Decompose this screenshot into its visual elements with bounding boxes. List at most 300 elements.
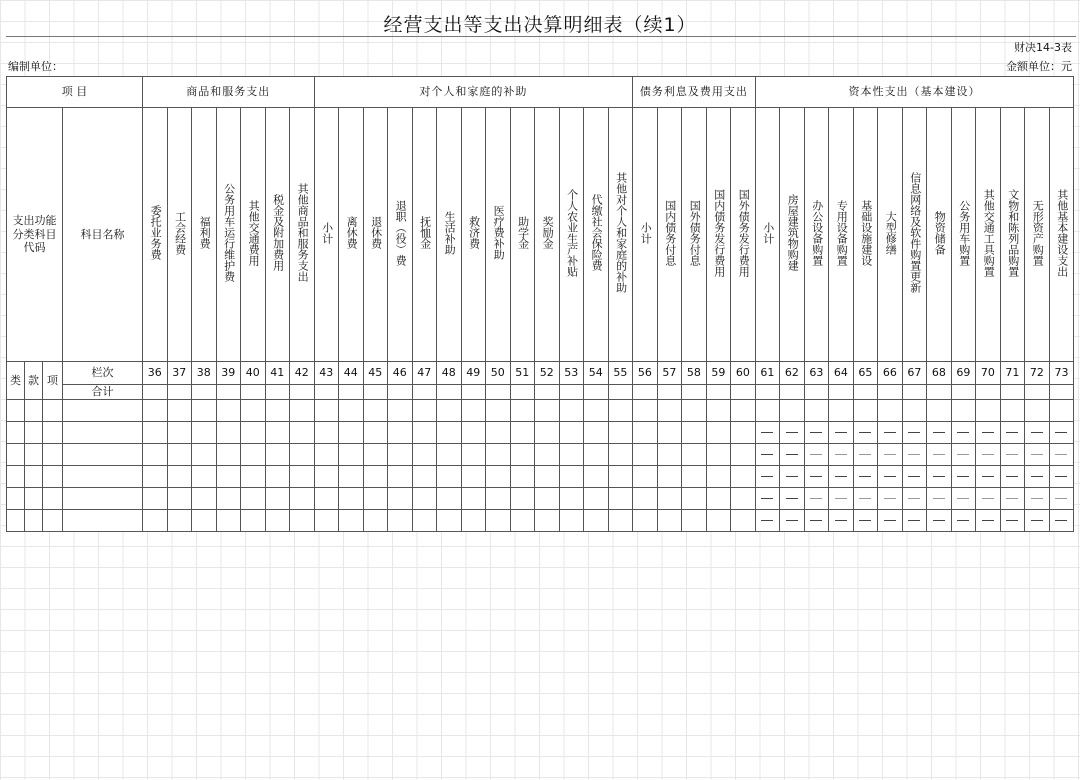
value-cell[interactable] — [608, 466, 633, 488]
value-cell[interactable] — [314, 422, 339, 444]
total-cell[interactable] — [633, 385, 658, 400]
value-cell[interactable] — [902, 422, 927, 444]
value-cell[interactable] — [780, 444, 805, 466]
value-cell[interactable] — [706, 400, 731, 422]
value-cell[interactable] — [1049, 444, 1074, 466]
value-cell[interactable] — [976, 510, 1001, 532]
value-cell[interactable] — [804, 510, 829, 532]
row-label-cell[interactable] — [7, 422, 25, 444]
value-cell[interactable] — [192, 422, 217, 444]
value-cell[interactable] — [535, 466, 560, 488]
value-cell[interactable] — [584, 510, 609, 532]
value-cell[interactable] — [853, 400, 878, 422]
value-cell[interactable] — [608, 444, 633, 466]
total-cell[interactable] — [216, 385, 241, 400]
value-cell[interactable] — [437, 466, 462, 488]
value-cell[interactable] — [167, 400, 192, 422]
value-cell[interactable] — [706, 466, 731, 488]
row-label-cell[interactable] — [7, 400, 25, 422]
value-cell[interactable] — [535, 510, 560, 532]
total-cell[interactable] — [265, 385, 290, 400]
value-cell[interactable] — [878, 422, 903, 444]
value-cell[interactable] — [535, 422, 560, 444]
row-label-cell[interactable] — [63, 444, 143, 466]
value-cell[interactable] — [241, 510, 266, 532]
value-cell[interactable] — [167, 510, 192, 532]
value-cell[interactable] — [535, 444, 560, 466]
total-cell[interactable] — [388, 385, 413, 400]
value-cell[interactable] — [1025, 488, 1050, 510]
total-cell[interactable] — [853, 385, 878, 400]
value-cell[interactable] — [167, 422, 192, 444]
row-label-cell[interactable] — [7, 488, 25, 510]
value-cell[interactable] — [1000, 488, 1025, 510]
value-cell[interactable] — [339, 422, 364, 444]
value-cell[interactable] — [633, 444, 658, 466]
value-cell[interactable] — [290, 400, 315, 422]
total-cell[interactable] — [167, 385, 192, 400]
value-cell[interactable] — [1000, 444, 1025, 466]
row-label-cell[interactable] — [63, 400, 143, 422]
value-cell[interactable] — [559, 510, 584, 532]
row-label-cell[interactable] — [63, 488, 143, 510]
value-cell[interactable] — [976, 422, 1001, 444]
value-cell[interactable] — [339, 510, 364, 532]
value-cell[interactable] — [290, 444, 315, 466]
value-cell[interactable] — [829, 444, 854, 466]
value-cell[interactable] — [1025, 444, 1050, 466]
value-cell[interactable] — [780, 400, 805, 422]
value-cell[interactable] — [363, 510, 388, 532]
value-cell[interactable] — [486, 510, 511, 532]
value-cell[interactable] — [241, 488, 266, 510]
value-cell[interactable] — [461, 488, 486, 510]
value-cell[interactable] — [878, 488, 903, 510]
row-label-cell[interactable] — [63, 422, 143, 444]
total-cell[interactable] — [314, 385, 339, 400]
total-cell[interactable] — [510, 385, 535, 400]
value-cell[interactable] — [902, 488, 927, 510]
value-cell[interactable] — [731, 466, 756, 488]
value-cell[interactable] — [902, 444, 927, 466]
value-cell[interactable] — [951, 488, 976, 510]
value-cell[interactable] — [682, 422, 707, 444]
value-cell[interactable] — [437, 510, 462, 532]
value-cell[interactable] — [486, 422, 511, 444]
value-cell[interactable] — [1025, 400, 1050, 422]
value-cell[interactable] — [314, 400, 339, 422]
value-cell[interactable] — [584, 422, 609, 444]
value-cell[interactable] — [535, 488, 560, 510]
value-cell[interactable] — [559, 488, 584, 510]
value-cell[interactable] — [241, 400, 266, 422]
total-cell[interactable] — [559, 385, 584, 400]
value-cell[interactable] — [633, 422, 658, 444]
value-cell[interactable] — [192, 488, 217, 510]
value-cell[interactable] — [902, 466, 927, 488]
value-cell[interactable] — [486, 466, 511, 488]
total-cell[interactable] — [706, 385, 731, 400]
value-cell[interactable] — [608, 488, 633, 510]
total-cell[interactable] — [1000, 385, 1025, 400]
value-cell[interactable] — [927, 466, 952, 488]
total-cell[interactable] — [829, 385, 854, 400]
value-cell[interactable] — [167, 444, 192, 466]
value-cell[interactable] — [780, 466, 805, 488]
value-cell[interactable] — [853, 466, 878, 488]
total-cell[interactable] — [927, 385, 952, 400]
value-cell[interactable] — [657, 400, 682, 422]
value-cell[interactable] — [1025, 422, 1050, 444]
value-cell[interactable] — [1049, 400, 1074, 422]
value-cell[interactable] — [363, 400, 388, 422]
total-cell[interactable] — [1049, 385, 1074, 400]
dash-mark — [835, 432, 847, 433]
value-cell[interactable] — [706, 422, 731, 444]
value-cell[interactable] — [706, 444, 731, 466]
value-cell[interactable] — [510, 444, 535, 466]
value-cell[interactable] — [314, 488, 339, 510]
value-cell[interactable] — [976, 488, 1001, 510]
value-cell[interactable] — [290, 510, 315, 532]
value-cell[interactable] — [682, 466, 707, 488]
value-cell[interactable] — [755, 400, 780, 422]
value-cell[interactable] — [902, 510, 927, 532]
row-label-cell[interactable] — [43, 510, 63, 532]
row-label-cell[interactable] — [63, 510, 143, 532]
value-cell[interactable] — [951, 444, 976, 466]
value-cell[interactable] — [829, 466, 854, 488]
value-cell[interactable] — [657, 466, 682, 488]
row-label-cell[interactable] — [43, 466, 63, 488]
row-label-cell[interactable] — [25, 466, 43, 488]
row-label-cell[interactable] — [25, 488, 43, 510]
value-cell[interactable] — [192, 510, 217, 532]
column-number-cell: 37 — [167, 362, 192, 385]
row-label-cell[interactable] — [43, 488, 63, 510]
value-cell[interactable] — [780, 488, 805, 510]
total-cell[interactable] — [804, 385, 829, 400]
row-label-cell[interactable] — [7, 444, 25, 466]
value-cell[interactable] — [265, 466, 290, 488]
value-cell[interactable] — [608, 510, 633, 532]
value-cell[interactable] — [192, 444, 217, 466]
value-cell[interactable] — [706, 488, 731, 510]
row-label-cell[interactable] — [25, 510, 43, 532]
row-label-cell[interactable] — [25, 444, 43, 466]
value-cell[interactable] — [363, 488, 388, 510]
value-cell[interactable] — [633, 488, 658, 510]
value-cell[interactable] — [388, 400, 413, 422]
value-cell[interactable] — [682, 444, 707, 466]
value-cell[interactable] — [559, 444, 584, 466]
value-cell[interactable] — [388, 510, 413, 532]
value-cell[interactable] — [584, 400, 609, 422]
value-cell[interactable] — [559, 466, 584, 488]
total-cell[interactable] — [535, 385, 560, 400]
value-cell[interactable] — [461, 422, 486, 444]
value-cell[interactable] — [388, 422, 413, 444]
total-cell[interactable] — [951, 385, 976, 400]
value-cell[interactable] — [633, 510, 658, 532]
value-cell[interactable] — [167, 466, 192, 488]
value-cell[interactable] — [339, 400, 364, 422]
value-cell[interactable] — [388, 466, 413, 488]
value-cell[interactable] — [192, 400, 217, 422]
value-cell[interactable] — [1025, 510, 1050, 532]
value-cell[interactable] — [584, 466, 609, 488]
row-label-cell[interactable] — [43, 400, 63, 422]
value-cell[interactable] — [951, 466, 976, 488]
total-cell[interactable] — [608, 385, 633, 400]
value-cell[interactable] — [731, 510, 756, 532]
value-cell[interactable] — [510, 488, 535, 510]
value-cell[interactable] — [437, 400, 462, 422]
value-cell[interactable] — [486, 488, 511, 510]
value-cell[interactable] — [878, 400, 903, 422]
value-cell[interactable] — [216, 422, 241, 444]
value-cell[interactable] — [314, 466, 339, 488]
value-cell[interactable] — [265, 510, 290, 532]
value-cell[interactable] — [1025, 466, 1050, 488]
value-cell[interactable] — [976, 400, 1001, 422]
value-cell[interactable] — [608, 400, 633, 422]
value-cell[interactable] — [951, 422, 976, 444]
value-cell[interactable] — [829, 400, 854, 422]
value-cell[interactable] — [804, 466, 829, 488]
total-cell[interactable] — [976, 385, 1001, 400]
value-cell[interactable] — [927, 422, 952, 444]
total-cell[interactable] — [878, 385, 903, 400]
value-cell[interactable] — [437, 488, 462, 510]
value-cell[interactable] — [363, 422, 388, 444]
total-cell[interactable] — [731, 385, 756, 400]
column-header-label: 个人农业生产补贴 — [565, 188, 579, 277]
value-cell[interactable] — [731, 400, 756, 422]
value-cell[interactable] — [388, 444, 413, 466]
total-cell[interactable] — [657, 385, 682, 400]
value-cell[interactable] — [363, 444, 388, 466]
value-cell[interactable] — [216, 400, 241, 422]
value-cell[interactable] — [633, 400, 658, 422]
value-cell[interactable] — [241, 466, 266, 488]
value-cell[interactable] — [682, 510, 707, 532]
value-cell[interactable] — [461, 510, 486, 532]
total-cell[interactable] — [339, 385, 364, 400]
value-cell[interactable] — [461, 444, 486, 466]
value-cell[interactable] — [535, 400, 560, 422]
value-cell[interactable] — [927, 444, 952, 466]
dash-mark — [859, 498, 871, 499]
value-cell[interactable] — [339, 488, 364, 510]
column-header-73 — [1049, 108, 1074, 362]
total-cell[interactable] — [1025, 385, 1050, 400]
value-cell[interactable] — [412, 422, 437, 444]
value-cell[interactable] — [412, 444, 437, 466]
value-cell[interactable] — [1000, 400, 1025, 422]
value-cell[interactable] — [1049, 510, 1074, 532]
total-cell[interactable] — [682, 385, 707, 400]
value-cell[interactable] — [241, 444, 266, 466]
value-cell[interactable] — [731, 422, 756, 444]
total-cell[interactable] — [902, 385, 927, 400]
total-cell[interactable] — [755, 385, 780, 400]
value-cell[interactable] — [290, 488, 315, 510]
row-label-cell[interactable] — [25, 400, 43, 422]
value-cell[interactable] — [461, 400, 486, 422]
total-cell[interactable] — [290, 385, 315, 400]
value-cell[interactable] — [216, 488, 241, 510]
value-cell[interactable] — [412, 488, 437, 510]
value-cell[interactable] — [216, 466, 241, 488]
value-cell[interactable] — [143, 444, 168, 466]
value-cell[interactable] — [657, 444, 682, 466]
column-number-cell: 48 — [437, 362, 462, 385]
value-cell[interactable] — [265, 422, 290, 444]
value-cell[interactable] — [951, 510, 976, 532]
value-cell[interactable] — [755, 444, 780, 466]
value-cell[interactable] — [878, 444, 903, 466]
value-cell[interactable] — [290, 422, 315, 444]
total-cell[interactable] — [584, 385, 609, 400]
value-cell[interactable] — [976, 444, 1001, 466]
total-cell[interactable] — [486, 385, 511, 400]
value-cell[interactable] — [510, 510, 535, 532]
total-cell[interactable] — [412, 385, 437, 400]
value-cell[interactable] — [143, 466, 168, 488]
value-cell[interactable] — [1000, 510, 1025, 532]
value-cell[interactable] — [804, 400, 829, 422]
value-cell[interactable] — [951, 400, 976, 422]
value-cell[interactable] — [657, 422, 682, 444]
row-label-cell[interactable] — [7, 466, 25, 488]
value-cell[interactable] — [265, 400, 290, 422]
column-header-label: 专用设备购置 — [835, 199, 849, 266]
row-label-cell[interactable] — [63, 466, 143, 488]
value-cell[interactable] — [780, 422, 805, 444]
value-cell[interactable] — [706, 510, 731, 532]
value-cell[interactable] — [412, 510, 437, 532]
value-cell[interactable] — [437, 422, 462, 444]
value-cell[interactable] — [927, 400, 952, 422]
value-cell[interactable] — [633, 466, 658, 488]
value-cell[interactable] — [314, 510, 339, 532]
value-cell[interactable] — [878, 510, 903, 532]
row-label-cell[interactable] — [43, 422, 63, 444]
row-label-cell[interactable] — [7, 510, 25, 532]
value-cell[interactable] — [265, 444, 290, 466]
value-cell[interactable] — [682, 400, 707, 422]
value-cell[interactable] — [608, 422, 633, 444]
value-cell[interactable] — [143, 488, 168, 510]
value-cell[interactable] — [902, 400, 927, 422]
total-cell[interactable] — [461, 385, 486, 400]
value-cell[interactable] — [143, 400, 168, 422]
value-cell[interactable] — [731, 444, 756, 466]
value-cell[interactable] — [1049, 488, 1074, 510]
value-cell[interactable] — [804, 444, 829, 466]
value-cell[interactable] — [559, 422, 584, 444]
column-header-38 — [192, 108, 217, 362]
value-cell[interactable] — [878, 466, 903, 488]
value-cell[interactable] — [510, 466, 535, 488]
value-cell[interactable] — [192, 466, 217, 488]
total-cell[interactable] — [192, 385, 217, 400]
value-cell[interactable] — [853, 510, 878, 532]
value-cell[interactable] — [976, 466, 1001, 488]
total-row — [7, 385, 1074, 400]
total-cell[interactable] — [780, 385, 805, 400]
value-cell[interactable] — [682, 488, 707, 510]
value-cell[interactable] — [216, 510, 241, 532]
value-cell[interactable] — [143, 422, 168, 444]
total-cell[interactable] — [363, 385, 388, 400]
value-cell[interactable] — [829, 422, 854, 444]
value-cell[interactable] — [314, 444, 339, 466]
value-cell[interactable] — [584, 444, 609, 466]
value-cell[interactable] — [853, 444, 878, 466]
value-cell[interactable] — [216, 444, 241, 466]
value-cell[interactable] — [829, 488, 854, 510]
value-cell[interactable] — [241, 422, 266, 444]
value-cell[interactable] — [486, 400, 511, 422]
row-label-cell[interactable] — [43, 444, 63, 466]
value-cell[interactable] — [339, 444, 364, 466]
value-cell[interactable] — [927, 488, 952, 510]
value-cell[interactable] — [412, 466, 437, 488]
value-cell[interactable] — [657, 488, 682, 510]
value-cell[interactable] — [559, 400, 584, 422]
column-header-label: 国外债务发行费用 — [737, 188, 751, 277]
row-label-cell[interactable] — [25, 422, 43, 444]
value-cell[interactable] — [584, 488, 609, 510]
value-cell[interactable] — [927, 510, 952, 532]
value-cell[interactable] — [339, 466, 364, 488]
value-cell[interactable] — [804, 488, 829, 510]
value-cell[interactable] — [755, 466, 780, 488]
value-cell[interactable] — [731, 488, 756, 510]
value-cell[interactable] — [143, 510, 168, 532]
value-cell[interactable] — [1000, 422, 1025, 444]
value-cell[interactable] — [829, 510, 854, 532]
value-cell[interactable] — [1049, 422, 1074, 444]
value-cell[interactable] — [167, 488, 192, 510]
value-cell[interactable] — [780, 510, 805, 532]
value-cell[interactable] — [1000, 466, 1025, 488]
value-cell[interactable] — [437, 444, 462, 466]
value-cell[interactable] — [363, 466, 388, 488]
value-cell[interactable] — [265, 488, 290, 510]
value-cell[interactable] — [461, 466, 486, 488]
value-cell[interactable] — [755, 510, 780, 532]
value-cell[interactable] — [486, 444, 511, 466]
total-cell[interactable] — [143, 385, 168, 400]
value-cell[interactable] — [755, 422, 780, 444]
value-cell[interactable] — [290, 466, 315, 488]
value-cell[interactable] — [804, 422, 829, 444]
value-cell[interactable] — [510, 422, 535, 444]
total-cell[interactable] — [437, 385, 462, 400]
value-cell[interactable] — [755, 488, 780, 510]
value-cell[interactable] — [388, 488, 413, 510]
value-cell[interactable] — [657, 510, 682, 532]
value-cell[interactable] — [853, 422, 878, 444]
value-cell[interactable] — [853, 488, 878, 510]
value-cell[interactable] — [412, 400, 437, 422]
value-cell[interactable] — [510, 400, 535, 422]
total-cell[interactable] — [241, 385, 266, 400]
value-cell[interactable] — [1049, 466, 1074, 488]
